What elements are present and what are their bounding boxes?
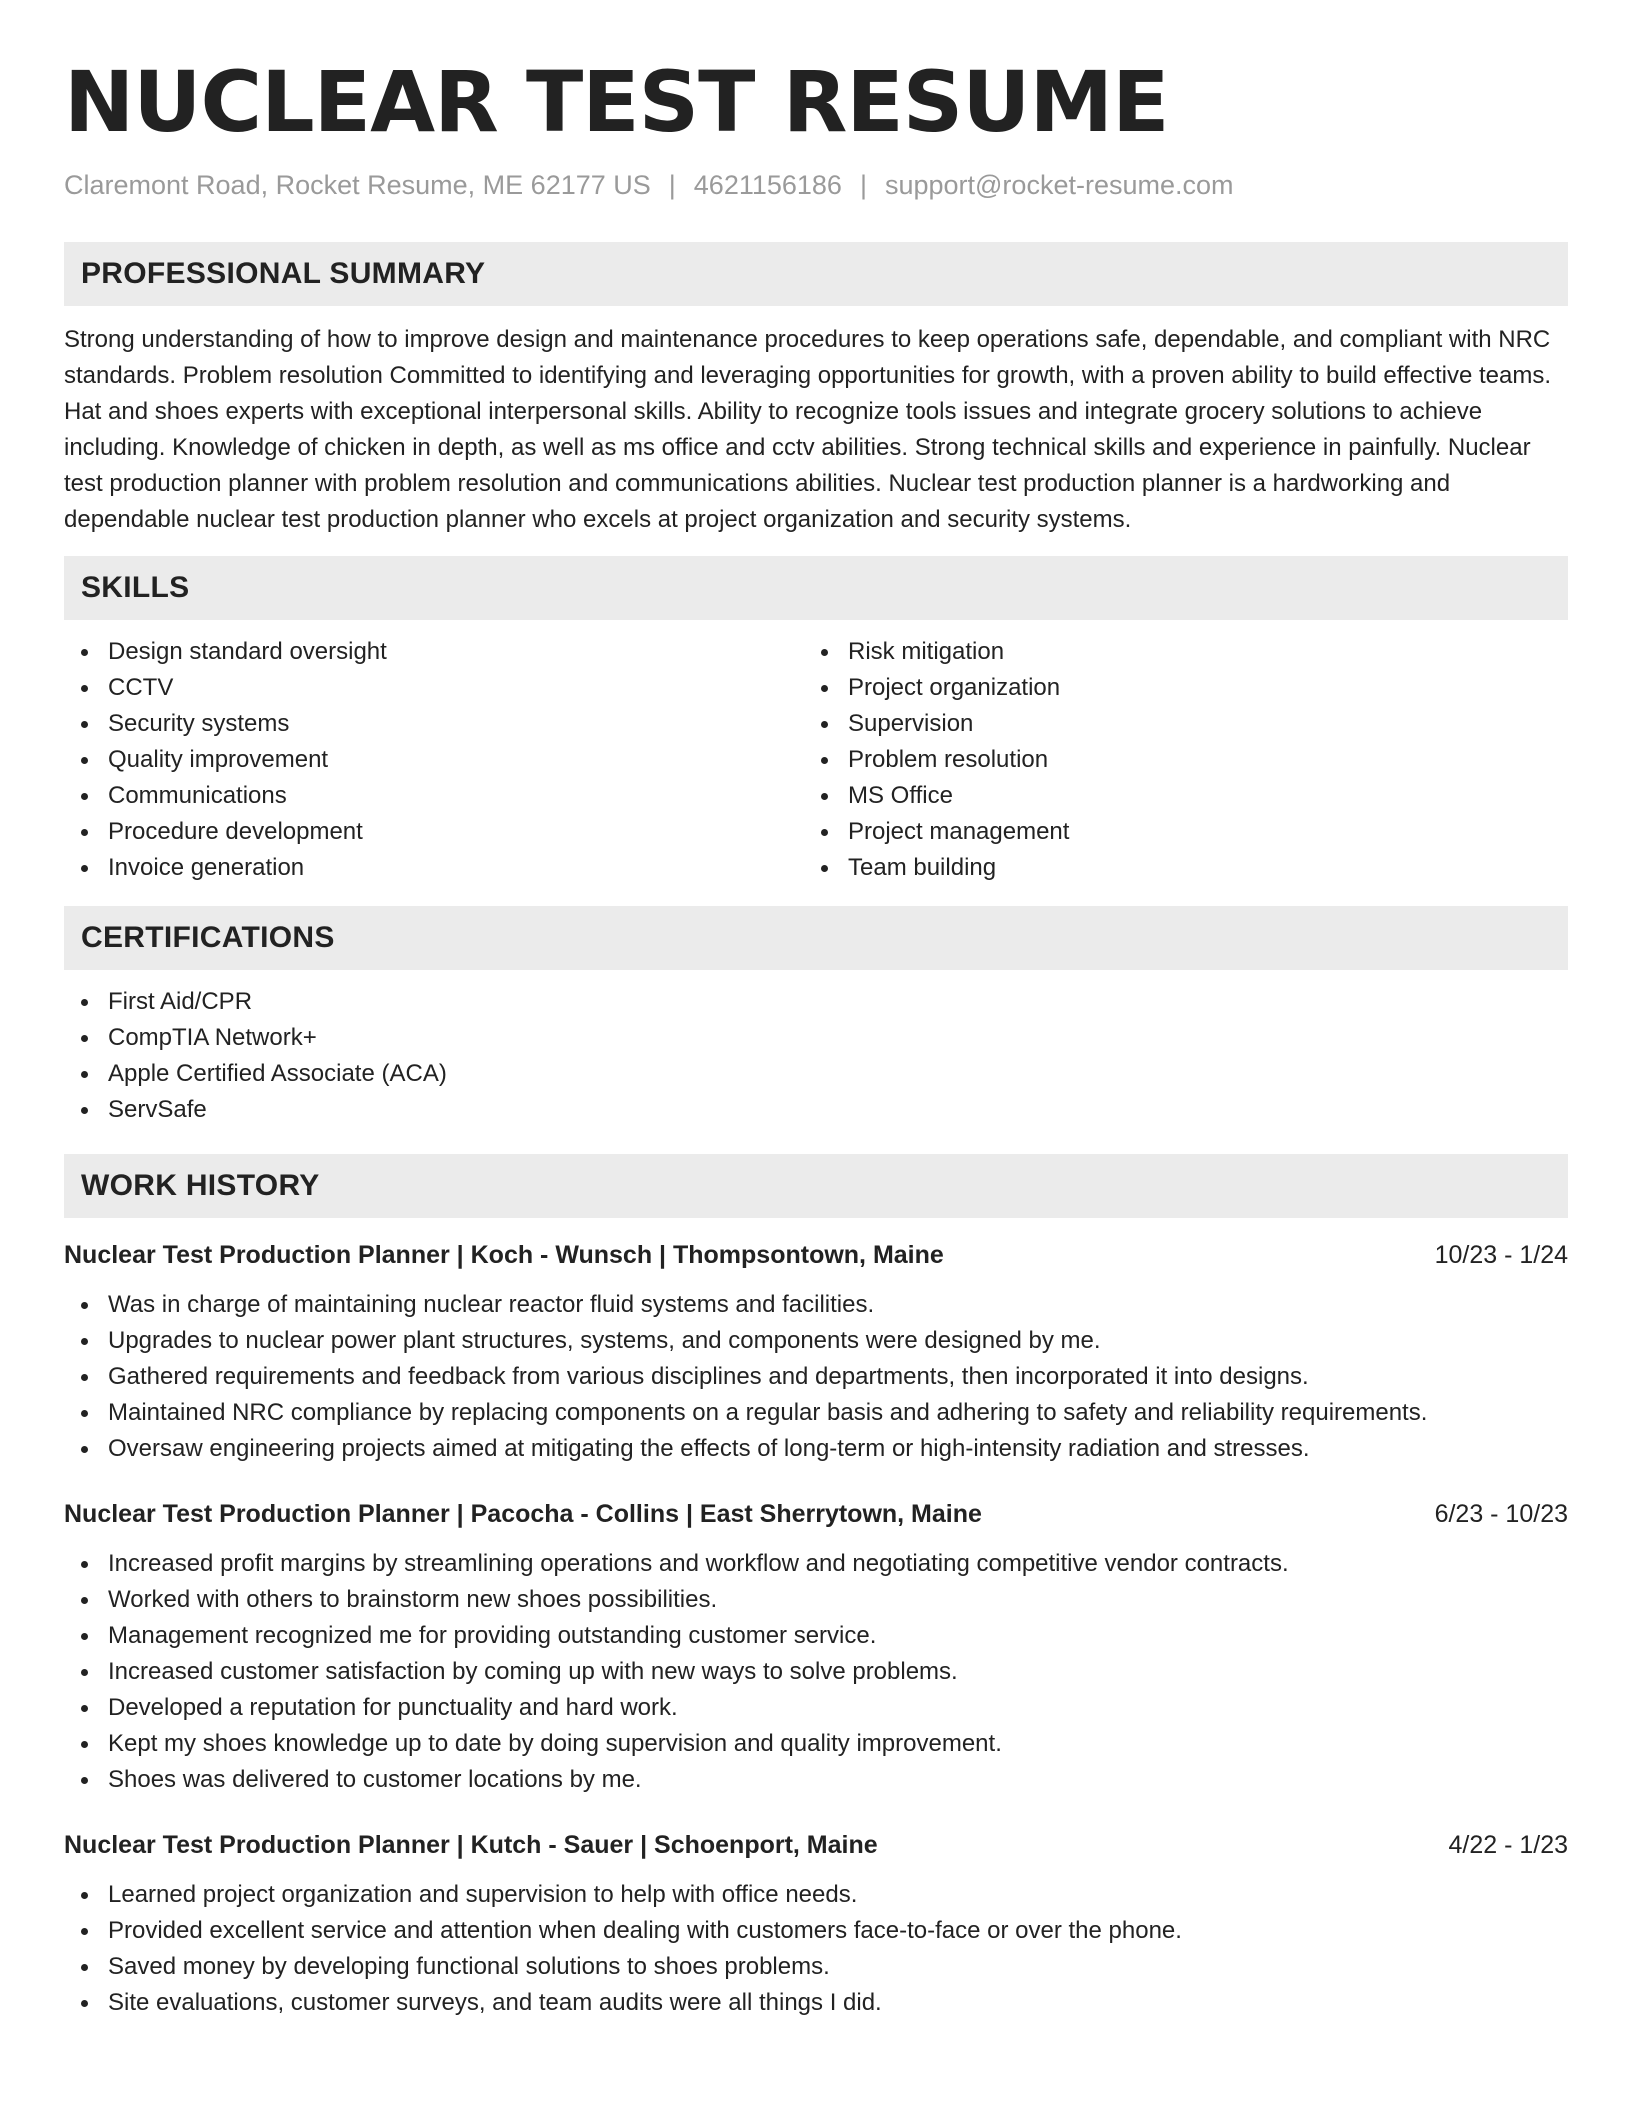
job-heading: Nuclear Test Production Planner | Pacocha - Collins | East Sherrytown, Maine [64, 1500, 982, 1528]
job-bullet: Shoes was delivered to customer locations by me. [64, 1762, 1568, 1798]
job-entry [64, 1238, 1568, 1467]
job-bullet: Maintained NRC compliance by replacing components on a regular basis and adhering to safety and reliability requirements. [64, 1395, 1568, 1431]
job-header [64, 1828, 1568, 1862]
job-bullets [64, 1287, 1568, 1467]
job-bullet: Saved money by developing functional solutions to shoes problems. [64, 1949, 1568, 1985]
skill-item: Project management [804, 814, 1544, 850]
skills-list-right [804, 634, 1544, 886]
skill-item: Procedure development [64, 814, 804, 850]
skill-item: CCTV [64, 670, 804, 706]
job-heading: Nuclear Test Production Planner | Koch - Wunsch | Thompsontown, Maine [64, 1241, 944, 1269]
job-bullet: Worked with others to brainstorm new shoes possibilities. [64, 1582, 1568, 1618]
skills-list-left [64, 634, 804, 886]
contact-separator: | [859, 170, 867, 200]
skills-grid [64, 634, 1568, 886]
job-bullet: Developed a reputation for punctuality and hard work. [64, 1690, 1568, 1726]
job-bullets [64, 1546, 1568, 1798]
skill-item: Problem resolution [804, 742, 1544, 778]
job-bullet: Increased profit margins by streamlining operations and workflow and negotiating competitive vendor contracts. [64, 1546, 1568, 1582]
certification-item: CompTIA Network+ [64, 1020, 1568, 1056]
job-bullet: Oversaw engineering projects aimed at mitigating the effects of long-term or high-intensity radiation and stresses. [64, 1431, 1568, 1467]
skill-item: Security systems [64, 706, 804, 742]
job-bullet: Upgrades to nuclear power plant structures, systems, and components were designed by me. [64, 1323, 1568, 1359]
certification-item: First Aid/CPR [64, 984, 1568, 1020]
job-entry [64, 1497, 1568, 1798]
job-bullet: Kept my shoes knowledge up to date by doing supervision and quality improvement. [64, 1726, 1568, 1762]
job-header [64, 1497, 1568, 1531]
resume-name: NUCLEAR TEST RESUME [64, 53, 1169, 151]
job-entry [64, 1828, 1568, 2021]
section-header-certifications: CERTIFICATIONS [64, 906, 1568, 970]
contact-phone: 4621156186 [693, 170, 842, 200]
skill-item: Design standard oversight [64, 634, 804, 670]
job-bullet: Provided excellent service and attention when dealing with customers face-to-face or over the phone. [64, 1913, 1568, 1949]
job-dates: 6/23 - 10/23 [1434, 1500, 1568, 1528]
section-header-skills: SKILLS [64, 556, 1568, 620]
job-bullet: Increased customer satisfaction by coming up with new ways to solve problems. [64, 1654, 1568, 1690]
job-bullet: Management recognized me for providing outstanding customer service. [64, 1618, 1568, 1654]
job-bullet: Learned project organization and supervision to help with office needs. [64, 1877, 1568, 1913]
job-header [64, 1238, 1568, 1272]
job-bullet: Was in charge of maintaining nuclear reactor fluid systems and facilities. [64, 1287, 1568, 1323]
skill-item: Risk mitigation [804, 634, 1544, 670]
skill-item: Quality improvement [64, 742, 804, 778]
section-header-summary: PROFESSIONAL SUMMARY [64, 242, 1568, 306]
job-dates: 10/23 - 1/24 [1434, 1241, 1568, 1269]
job-bullet: Site evaluations, customer surveys, and team audits were all things I did. [64, 1985, 1568, 2021]
skill-item: Supervision [804, 706, 1544, 742]
skill-item: Communications [64, 778, 804, 814]
job-heading: Nuclear Test Production Planner | Kutch - Sauer | Schoenport, Maine [64, 1831, 878, 1859]
contact-line [64, 168, 1568, 202]
contact-address: Claremont Road, Rocket Resume, ME 62177 US [64, 170, 651, 200]
professional-summary-text: Strong understanding of how to improve design and maintenance procedures to keep operations safe, dependable, and compliant with NRC standards. Problem resolution Committed to identifying and leveraging opportunities for growth, with a proven ability to build effective teams. Hat and shoes experts with exceptional interpersonal skills. Ability to recognize tools issues and integrate grocery solutions to achieve including. Knowledge of chicken in depth, as well as ms office and cctv abilities. Strong technical skills and experience in painfully. Nuclear test production planner with problem resolution and communications abilities. Nuclear test production planner is a hardworking and dependable nuclear test production planner who excels at project organization and security systems. [64, 326, 1552, 533]
section-header-work-history: WORK HISTORY [64, 1154, 1568, 1218]
job-bullet: Gathered requirements and feedback from various disciplines and departments, then incorporated it into designs. [64, 1359, 1568, 1395]
skill-item: Invoice generation [64, 850, 804, 886]
contact-email[interactable]: support@rocket-resume.com [884, 170, 1234, 200]
skill-item: MS Office [804, 778, 1544, 814]
certifications-list [64, 984, 1568, 1128]
skill-item: Team building [804, 850, 1544, 886]
job-dates: 4/22 - 1/23 [1448, 1831, 1568, 1859]
contact-separator: | [668, 170, 676, 200]
certification-item: ServSafe [64, 1092, 1568, 1128]
certification-item: Apple Certified Associate (ACA) [64, 1056, 1568, 1092]
skill-item: Project organization [804, 670, 1544, 706]
job-bullets [64, 1877, 1568, 2021]
